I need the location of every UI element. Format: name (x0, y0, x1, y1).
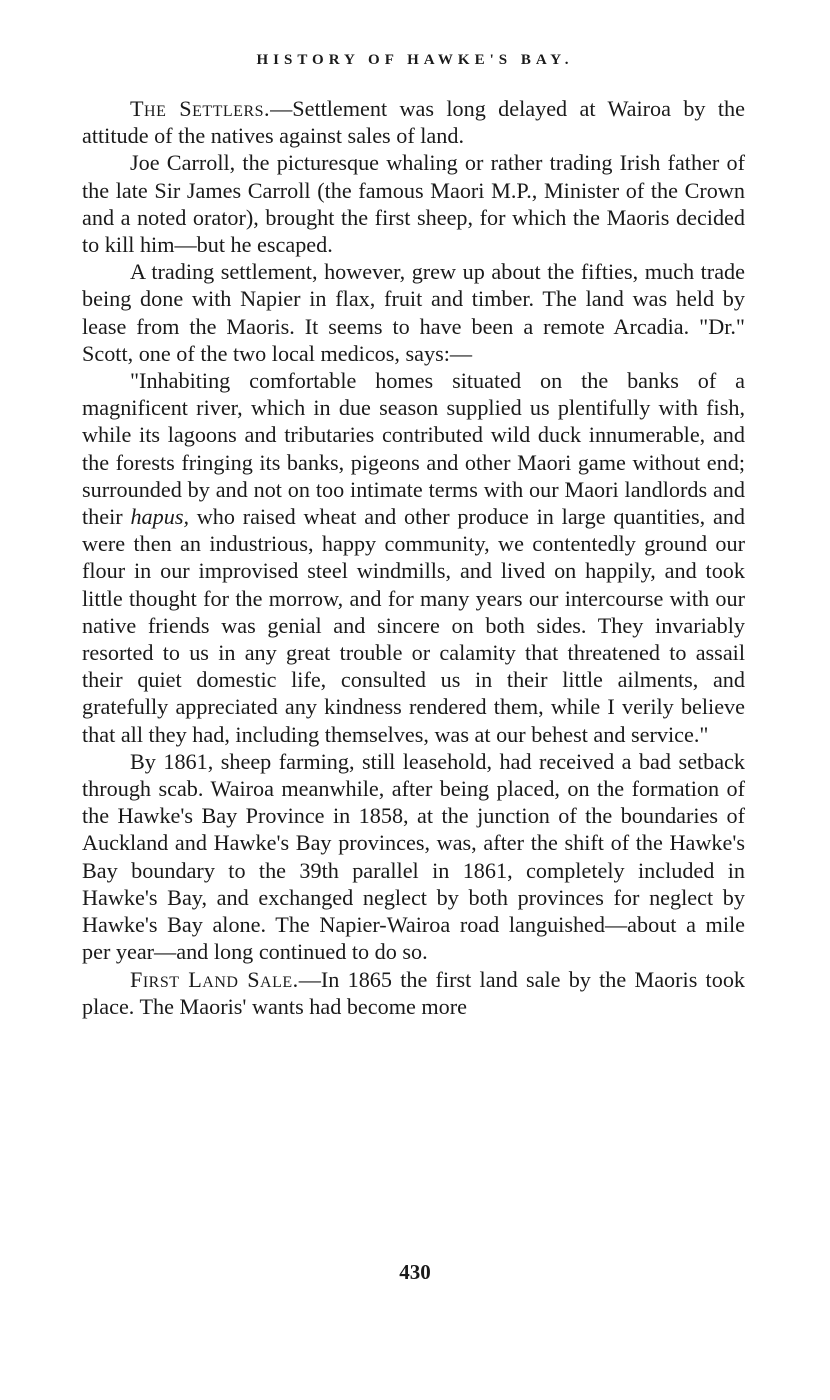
section-heading-settlers: The Settlers. (130, 96, 271, 121)
paragraph-scott-quote (82, 367, 745, 748)
paragraph-trading-settlement: A trading settlement, however, grew up about the fifties, much trade being done with Napier in flax, fruit and timber. The land was held by lease from the Maoris. It seems to have been a remote Arcadia. "Dr." Scott, one of the two local medicos, says:— (82, 259, 745, 366)
running-head: HISTORY OF HAWKE'S BAY. (256, 52, 574, 68)
paragraph-carroll: Joe Carroll, the picturesque whaling or rather trading Irish father of the late Sir James Carroll (the famous Maori M.P., Minister of the Crown and a noted orator), brought the first sheep, for which the Maoris decided to kill him—but he escaped. (82, 150, 745, 258)
paragraph-text: —Settlement was long delayed at Wairoa by the attitude of the natives against sales of land. (82, 96, 745, 149)
paragraph-settlers (82, 95, 745, 149)
page-number: 430 (399, 1260, 431, 1284)
paragraph-text: —In 1865 the first land sale by the Maoris took place. The Maoris' wants had become more (82, 966, 746, 1019)
quote-text-part-1: "Inhabiting comfortable homes situated on the banks of a magnificent river, which in due season supplied us plentifully with fish, while its lagoons and tributaries contributed wild duck innumerable, and the forests fringing its banks, pigeons and other Maori game without end; surrounded by and not on too intimate terms with our Maori landlords and their (82, 368, 745, 530)
italic-word-hapus: hapus, (130, 504, 189, 530)
paragraph-1861: By 1861, sheep farming, still leasehold, had received a bad setback through scab. Wairoa meanwhile, after being placed, on the formation of the Hawke's Bay Province in 1858, at the junction of the boundaries of Auckland and Hawke's Bay provinces, was, after the shift of the Hawke's Bay boundary to the 39th parallel in 1861, completely included in Hawke's Bay, and exchanged neglect by both provinces for neglect by Hawke's Bay alone. The Napier-Wairoa road languished—about a mile per year—and long continued to do so. (82, 748, 745, 965)
section-heading-first-land-sale: First Land Sale. (130, 966, 299, 992)
body-text (82, 95, 745, 1020)
quote-text-part-2: who raised wheat and other produce in large quantities, and were then an industrious, happy community, we contentedly ground our flour in our improvised steel windmills, and lived on happily, and took little thought for the morrow, and for many years our intercourse with our native friends was genial and sincere on both sides. They invariably resorted to us in any great trouble or calamity that threatened to assail their quiet domestic life, consulted us in their little ailments, and gratefully appreciated any kindness rendered them, while I verily believe that all they had, including themselves, was at our behest and service." (82, 504, 745, 747)
paragraph-first-land-sale (82, 966, 745, 1020)
